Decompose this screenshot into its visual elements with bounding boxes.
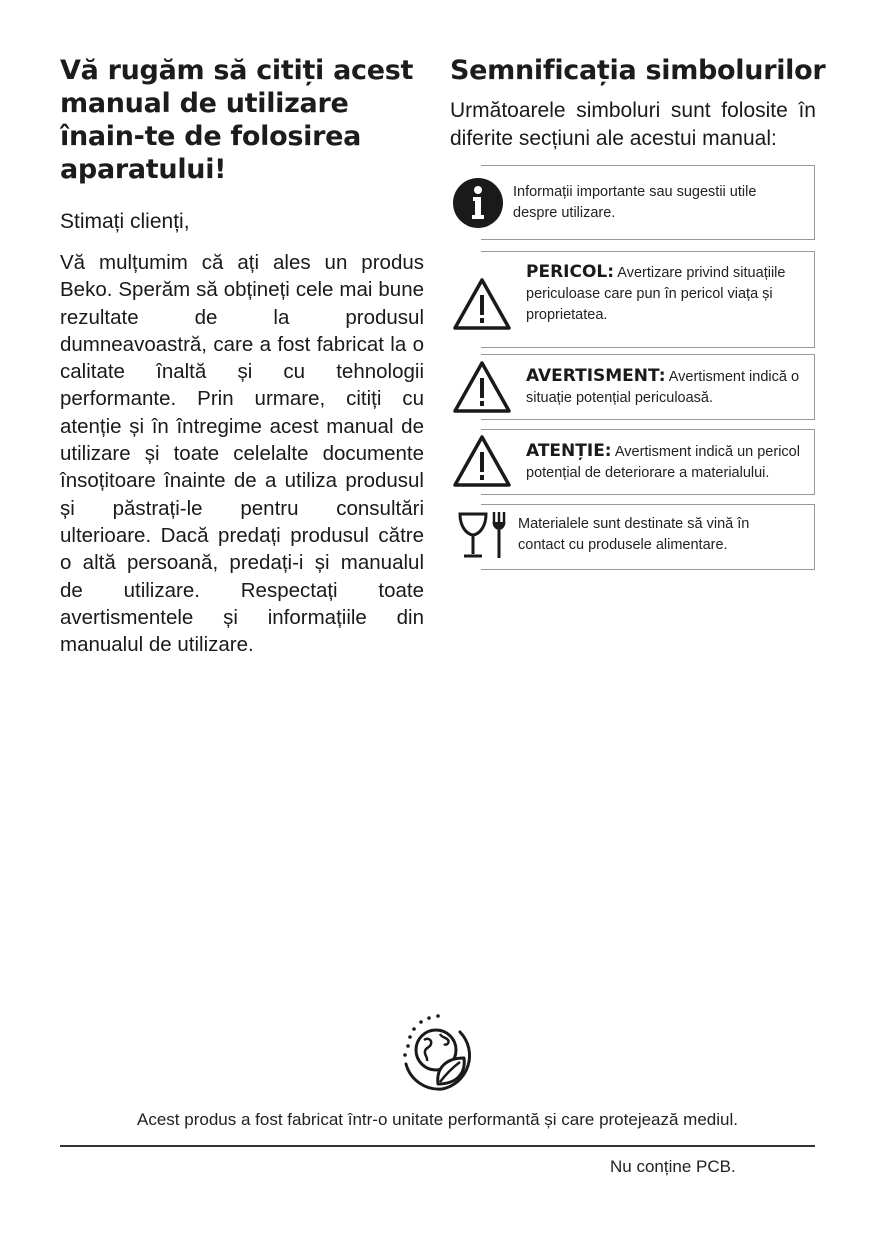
warning-triangle-icon	[451, 359, 513, 415]
caution-symbol-text: ATENȚIE: Avertisment indică un pericol potențial de deteriorare a materialului.	[526, 441, 800, 481]
pcb-statement: Nu conține PCB.	[610, 1157, 736, 1176]
symbols-column	[450, 54, 826, 153]
warning-triangle-icon	[451, 276, 513, 332]
caution-label: ATENȚIE:	[526, 441, 612, 461]
intro-paragraph: Vă mulțumim că ați ales un produs Beko. Sperăm să obțineți cele mai bune rezultate de la produsul dumneavoastră, care a fost fabricat la o calitate înaltă și cu tehnologii performante. Prin urmare, citiți cu atenție și în întregime acest manual de utilizare și toate celelalte documente însoțitoare înainte de a utiliza produsul și păstrați-le pentru consultări ulterioare. Dacă predați produsul către o altă persoană, predați-i și manualul de utilizare. Respectați toate avertismentele și informațiile din manualul de utilizare.	[60, 251, 424, 657]
symbols-intro: Următoarele simboluri sunt folosite în diferite secțiuni ale acestui manual:	[450, 99, 816, 150]
eco-globe-leaf-icon	[394, 1010, 478, 1094]
food-symbol-text: Materialele sunt destinate să vină în contact cu produsele alimentare.	[518, 516, 750, 553]
food-safe-icon	[456, 510, 510, 562]
danger-symbol-text: PERICOL: Avertizare privind situațiile periculoase care pun în pericol viața și proprietatea.	[526, 262, 786, 323]
symbols-heading: Semnificația simbolurilor	[450, 55, 826, 86]
warning-symbol-text: AVERTISMENT: Avertisment indică o situație potențial periculoasă.	[526, 366, 800, 406]
info-icon	[452, 177, 504, 229]
warning-triangle-icon	[451, 433, 513, 489]
danger-label: PERICOL:	[526, 262, 615, 282]
eco-statement: Acest produs a fost fabricat într-o unitate performantă și care protejează mediul.	[137, 1110, 738, 1129]
footer-divider	[60, 1145, 815, 1147]
warning-label: AVERTISMENT:	[526, 366, 666, 386]
greeting: Stimați clienți,	[60, 210, 190, 233]
intro-column	[60, 54, 424, 658]
info-symbol-text: Informații importante sau sugestii utile despre utilizare.	[513, 184, 757, 221]
page-title: Vă rugăm să citiți acest manual de utilizare înain-te de folosirea aparatului!	[60, 55, 414, 185]
